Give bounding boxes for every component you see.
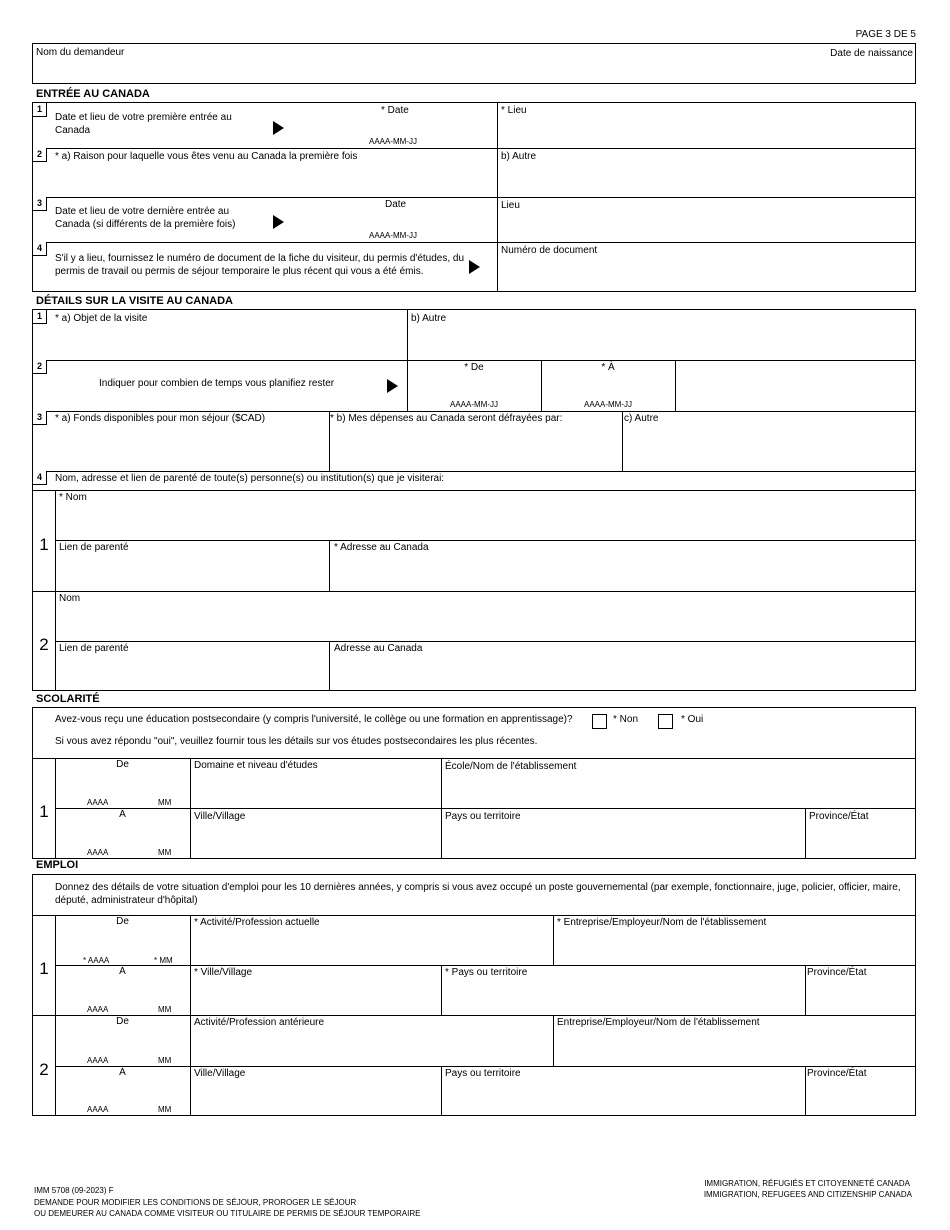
employment-2-province-input[interactable] [809,1082,911,1112]
person-1-name-input[interactable] [59,506,911,536]
employment-2-to-month: MM [158,1105,172,1114]
visit-section [32,309,916,691]
education-to-input[interactable] [59,824,186,846]
employment-2-country-select[interactable] [445,1082,801,1112]
employment-1-from-month: * MM [154,956,173,965]
entry-first-label: Date et lieu de votre première entrée au Canada [55,112,232,136]
employment-1-from-year: * AAAA [83,956,110,965]
education-city-input[interactable] [194,825,437,855]
education-question: Avez-vous reçu une éducation postsecondaire (y compris l'université, le collège ou une formation en apprentissage)? [55,714,573,725]
education-no-checkbox[interactable] [592,714,607,729]
person-1-name-label: * Nom [59,492,87,503]
employment-1-from-input[interactable] [59,931,186,953]
employment-2-from-month: MM [158,1056,172,1065]
first-entry-reason-other-label: b) Autre [501,151,537,162]
employment-2-from-year: AAAA [87,1056,109,1065]
funds-input[interactable] [37,428,325,466]
expenses-select[interactable] [333,428,618,466]
employment-1-country-select[interactable] [445,981,801,1011]
employment-2-from-label: De [116,1016,129,1027]
education-from-month: MM [158,798,172,807]
last-entry-date-label: Date [385,199,407,210]
employment-1-employer-label: * Entreprise/Employeur/Nom de l'établissement [557,917,767,928]
employment-1-to-month: MM [158,1005,172,1014]
education-province-input[interactable] [809,825,911,855]
education-section-title: SCOLARITÉ [36,693,100,705]
form-code: IMM 5708 (09-2023) F [34,1186,114,1195]
visit-section-title: DÉTAILS SUR LA VISITE AU CANADA [36,295,233,307]
employment-2-employer-input[interactable] [557,1031,911,1061]
stay-to-label: * À [601,362,615,373]
employment-1-city-label: * Ville/Village [194,967,253,978]
education-to-year: AAAA [87,848,109,857]
stay-to-format: AAAA-MM-JJ [584,400,632,409]
funds-label: * a) Fonds disponibles pour mon séjour ($CAD) [55,413,266,424]
employment-1-from-label: De [116,916,129,927]
education-index: 1 [39,802,49,821]
person-1-address-input[interactable] [334,556,911,586]
expenses-other-input[interactable] [626,428,911,466]
visit-row-3-number: 3 [33,411,47,425]
employment-2-activity-input[interactable] [194,1031,549,1061]
arrow-right-icon [273,121,284,135]
arrow-right-icon [469,260,480,274]
person-2-relation-input[interactable] [59,657,325,687]
visit-row-4-number: 4 [33,471,47,485]
first-entry-date-label: * Date [381,105,409,116]
employment-1-to-year: AAAA [87,1005,109,1014]
education-country-label: Pays ou territoire [445,811,521,822]
applicant-name-field[interactable] [34,60,794,82]
entry-row-3-number: 3 [33,197,47,211]
employment-1-to-label: À [119,966,126,977]
page-number: PAGE 3 DE 5 [855,29,916,40]
employment-1-province-input[interactable] [809,981,911,1011]
visit-purpose-select[interactable] [37,328,403,356]
persons-visited-label: Nom, adresse et lien de parenté de toute(s) personne(s) ou institution(s) que je visiterai: [55,473,445,484]
first-entry-reason-other-input[interactable] [501,165,911,195]
document-info-label: S'il y a lieu, fournissez le numéro de document de la fiche du visiteur, du permis d'études, du permis de travail ou permis de séjour temporaire le plus récent qui vous a été émis. [55,253,465,277]
person-2-address-label: Adresse au Canada [334,643,423,654]
dob-label: Date de naissance [830,48,913,59]
employment-2-city-input[interactable] [194,1082,437,1112]
employment-2-province-label: Province/État [807,1068,867,1079]
employment-section-title: EMPLOI [36,859,79,871]
person-2-name-label: Nom [59,593,81,604]
form-title-line-1: DEMANDE POUR MODIFIER LES CONDITIONS DE SÉJOUR, PROROGER LE SÉJOUR [34,1198,357,1207]
person-2-index: 2 [39,635,49,654]
employment-2-to-label: À [119,1067,126,1078]
employment-1-activity-label: * Activité/Profession actuelle [194,917,320,928]
visit-row-2-number: 2 [33,360,47,374]
person-2-name-input[interactable] [59,607,911,637]
education-to-month: MM [158,848,172,857]
employment-1-city-input[interactable] [194,981,437,1011]
employment-2-activity-label: Activité/Profession antérieure [194,1017,325,1028]
education-school-input[interactable] [445,774,911,804]
education-field-label: Domaine et niveau d'études [194,760,318,771]
education-province-label: Province/État [809,811,869,822]
entry-row-4-number: 4 [33,242,47,256]
stay-from-input[interactable] [413,376,535,396]
visit-purpose-other-input[interactable] [411,328,911,356]
education-from-year: AAAA [87,798,109,807]
employment-2-from-input[interactable] [59,1031,186,1053]
employment-2-country-label: Pays ou territoire [445,1068,521,1079]
entry-section [32,102,916,292]
form-title-line-2: OU DEMEURER AU CANADA COMME VISITEUR OU TITULAIRE DE PERMIS DE SÉJOUR TEMPORAIRE [34,1209,421,1218]
employment-1-activity-input[interactable] [194,931,549,961]
education-country-select[interactable] [445,825,801,855]
document-number-input[interactable] [501,259,911,289]
employment-1-index: 1 [39,959,49,978]
education-yes-label: * Oui [681,714,704,725]
expenses-other-label: c) Autre [624,413,659,424]
first-entry-date-format: AAAA-MM-JJ [369,137,417,146]
first-entry-date-input[interactable] [333,117,453,135]
education-from-label: De [116,759,129,770]
employment-1-employer-input[interactable] [557,931,911,961]
entry-row-2-number: 2 [33,148,47,162]
last-entry-date-format: AAAA-MM-JJ [369,231,417,240]
last-entry-place-label: Lieu [501,200,520,211]
education-school-label: École/Nom de l'établissement [445,761,577,772]
stay-from-label: * De [464,362,484,373]
visit-purpose-other-label: b) Autre [411,313,447,324]
employment-2-to-input[interactable] [59,1081,186,1103]
person-1-index: 1 [39,535,49,554]
employment-section [32,874,916,1116]
entry-section-title: ENTRÉE AU CANADA [36,88,150,100]
person-1-address-label: * Adresse au Canada [334,542,429,553]
last-entry-label: Date et lieu de votre dernière entrée au Canada (si différents de la première fois) [55,206,236,230]
first-entry-place-input[interactable] [501,119,911,145]
employment-2-employer-label: Entreprise/Employeur/Nom de l'établissement [557,1017,760,1028]
document-number-label: Numéro de document [501,245,598,256]
employment-1-to-input[interactable] [59,981,186,1003]
entry-row-1-number: 1 [33,103,47,117]
education-instructions: Si vous avez répondu "oui", veuillez fournir tous les détails sur vos études postsecondaires les plus récentes. [55,736,538,747]
first-entry-reason-select[interactable] [37,165,493,195]
last-entry-place-input[interactable] [501,213,911,239]
employment-2-city-label: Ville/Village [194,1068,246,1079]
education-no-label: * Non [613,714,639,725]
education-from-input[interactable] [59,774,186,796]
last-entry-date-input[interactable] [333,211,453,229]
education-to-label: À [119,809,126,820]
department-en: IMMIGRATION, REFUGEES AND CITIZENSHIP CANADA [703,1190,912,1199]
arrow-right-icon [273,215,284,229]
person-2-address-input[interactable] [334,657,911,687]
stay-from-format: AAAA-MM-JJ [450,400,498,409]
person-2-relation-label: Lien de parenté [59,643,129,654]
arrow-right-icon [387,379,398,393]
applicant-name-label: Nom du demandeur [36,47,125,58]
first-entry-place-label: * Lieu [501,105,527,116]
employment-2-index: 2 [39,1060,49,1079]
department-fr: IMMIGRATION, RÉFUGIÉS ET CITOYENNETÉ CANADA [704,1179,910,1188]
stay-duration-label: Indiquer pour combien de temps vous planifiez rester [99,378,335,389]
person-1-relation-input[interactable] [59,556,325,586]
visit-row-1-number: 1 [33,310,47,324]
first-entry-reason-label: * a) Raison pour laquelle vous êtes venu au Canada la première fois [55,151,358,162]
education-field-input[interactable] [194,774,437,804]
employment-1-province-label: Province/État [807,967,867,978]
expenses-label: * b) Mes dépenses au Canada seront défrayées par: [330,413,563,424]
education-yes-checkbox[interactable] [658,714,673,729]
visit-purpose-label: * a) Objet de la visite [55,313,148,324]
employment-instructions: Donnez des détails de votre situation d'emploi pour les 10 dernières années, y compris si vous avez occupé un poste gouvernemental (par exemple, fonctionnaire, juge, policier, officier, maire, député, administrateur d'hôpital) [55,882,901,906]
education-city-label: Ville/Village [194,811,246,822]
person-1-relation-label: Lien de parenté [59,542,129,553]
employment-1-country-label: * Pays ou territoire [445,967,528,978]
education-section [32,707,916,859]
stay-to-input[interactable] [547,376,669,396]
employment-2-to-year: AAAA [87,1105,109,1114]
